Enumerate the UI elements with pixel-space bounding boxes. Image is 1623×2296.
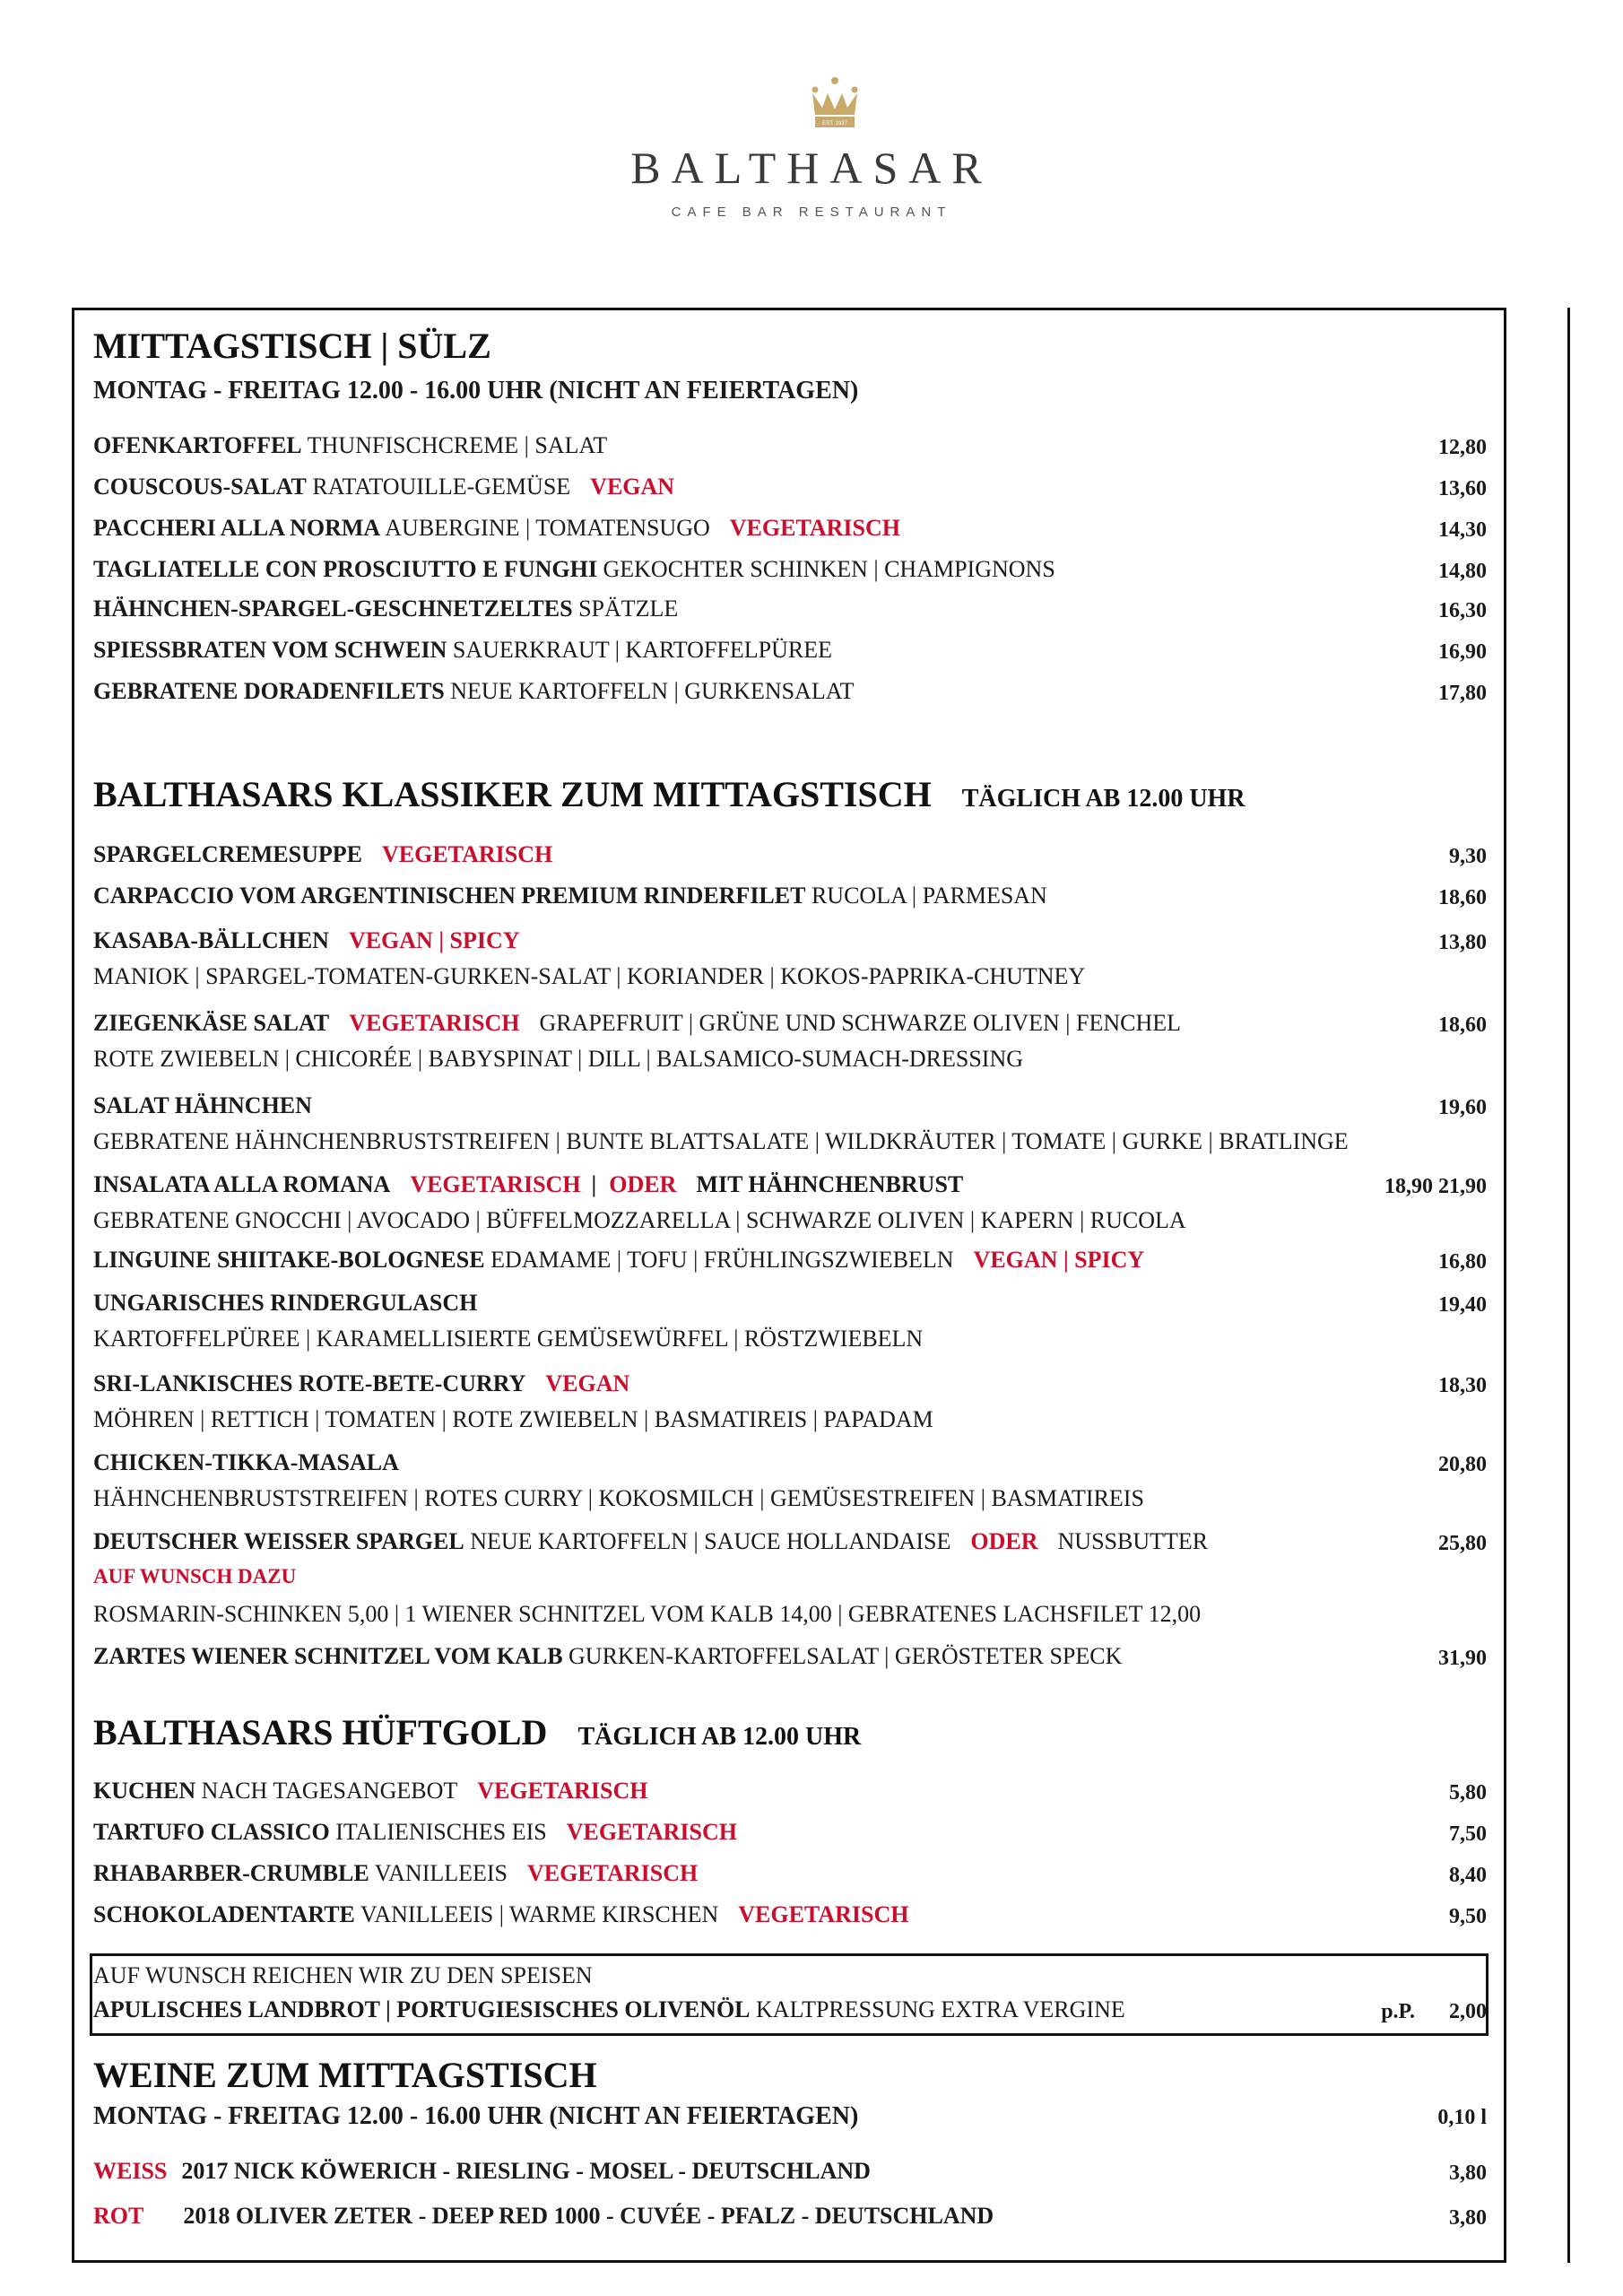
item-name: HÄHNCHEN-SPARGEL-GESCHNETZELTES [93, 596, 573, 622]
wine-price: 3,80 [1449, 2206, 1487, 2230]
wunsch-label: AUF WUNSCH DAZU [93, 1565, 297, 1587]
item-price: 18,60 [1438, 1013, 1487, 1037]
item-price: 5,80 [1449, 1781, 1487, 1805]
item-desc: RUCOLA | PARMESAN [811, 883, 1047, 909]
item-price: 16,30 [1438, 599, 1487, 622]
item-ingredients: GEBRATENE GNOCCHI | AVOCADO | BÜFFELMOZZARELLA | SCHWARZE OLIVEN | KAPERN | RUCOLA [93, 1207, 1186, 1233]
item-ingredients: MANIOK | SPARGEL-TOMATEN-GURKEN-SALAT | KORIANDER | KOKOS-PAPRIKA-CHUTNEY [93, 963, 1086, 989]
item-desc: NEUE KARTOFFELN | SAUCE HOLLANDAISE [470, 1528, 951, 1554]
item-desc: VANILLEEIS [374, 1860, 508, 1886]
diet-tag: VEGETARISCH [410, 1171, 581, 1197]
menu-item [93, 1370, 629, 1397]
menu-item [93, 1092, 312, 1119]
menu-item [93, 883, 1047, 909]
menu-item [93, 1010, 1181, 1037]
item-name: DEUTSCHER WEISSER SPARGEL [93, 1528, 464, 1554]
item-desc: AUBERGINE | TOMATENSUGO [385, 515, 710, 541]
brand-name: BALTHASAR [630, 143, 993, 193]
brand-tagline: CAFE BAR RESTAURANT [671, 204, 952, 220]
item-name: ZARTES WIENER SCHNITZEL VOM KALB [93, 1643, 563, 1669]
menu-item [93, 1171, 963, 1198]
item-desc: THUNFISCHCREME | SALAT [307, 432, 608, 458]
item-name: PACCHERI ALLA NORMA [93, 515, 381, 541]
svg-text:EST. 1937: EST. 1937 [822, 121, 847, 126]
item-ingredients: KARTOFFELPÜREE | KARAMELLISIERTE GEMÜSEWÜRFEL | RÖSTZWIEBELN [93, 1326, 924, 1352]
item-desc: ITALIENISCHES EIS [335, 1819, 547, 1845]
diet-tag: VEGETARISCH [527, 1860, 699, 1886]
note-line1: AUF WUNSCH REICHEN WIR ZU DEN SPEISEN [93, 1962, 593, 1988]
item-name: UNGARISCHES RINDERGULASCH [93, 1290, 478, 1316]
diet-tag: VEGAN | SPICY [973, 1247, 1145, 1273]
item-name: SPIESSBRATEN VOM SCHWEIN [93, 637, 447, 663]
item-price: 7,50 [1449, 1822, 1487, 1846]
item-extra: GRAPEFRUIT | GRÜNE UND SCHWARZE OLIVEN | FENCHEL [539, 1010, 1181, 1036]
section-hours: TÄGLICH AB 12.00 UHR [577, 1723, 862, 1751]
menu-item [93, 1819, 737, 1846]
wunsch-extras: ROSMARIN-SCHINKEN 5,00 | 1 WIENER SCHNITZEL VOM KALB 14,00 | GEBRATENES LACHSFILET 12,00 [93, 1601, 1202, 1627]
item-name: ZIEGENKÄSE SALAT [93, 1010, 330, 1036]
item-name: INSALATA ALLA ROMANA [93, 1171, 391, 1197]
separator: | [591, 1171, 597, 1197]
diet-tag: ODER [970, 1528, 1038, 1554]
wine-name: 2018 OLIVER ZETER - DEEP RED 1000 - CUVÉE - PFALZ - DEUTSCHLAND [183, 2203, 994, 2229]
item-price: 17,80 [1438, 682, 1487, 705]
item-price: 14,80 [1438, 560, 1487, 583]
menu-item [93, 515, 900, 542]
item-name: KUCHEN [93, 1778, 196, 1804]
menu-item [93, 596, 678, 622]
item-desc: SPÄTZLE [578, 596, 679, 622]
diet-tag: VEGETARISCH [382, 841, 553, 867]
item-name: KASABA-BÄLLCHEN [93, 927, 329, 953]
item-ingredients: ROTE ZWIEBELN | CHICORÉE | BABYSPINAT | DILL | BALSAMICO-SUMACH-DRESSING [93, 1046, 1024, 1072]
item-desc: VANILLEEIS | WARME KIRSCHEN [360, 1901, 719, 1927]
section-title-text: BALTHASARS KLASSIKER ZUM MITTAGSTISCH [93, 774, 932, 814]
item-price: 18,30 [1438, 1374, 1487, 1397]
item-price: 9,50 [1449, 1905, 1487, 1928]
note-unit: p.P. [1381, 2000, 1415, 2023]
section-subtitle-hours: MONTAG - FREITAG 12.00 - 16.00 UHR (NICHT AN FEIERTAGEN) [93, 2102, 859, 2130]
item-name: CARPACCIO VOM ARGENTINISCHEN PREMIUM RINDERFILET [93, 883, 806, 909]
menu-item [93, 637, 832, 664]
item-name: SRI-LANKISCHES ROTE-BETE-CURRY [93, 1370, 526, 1396]
menu-item [93, 678, 855, 705]
right-divider [1567, 308, 1570, 2263]
menu-item [93, 432, 607, 459]
item-extra: NUSSBUTTER [1057, 1528, 1209, 1554]
note-bold: APULISCHES LANDBROT | PORTUGIESISCHES OLIVENÖL [93, 1996, 751, 2022]
item-price: 8,40 [1449, 1864, 1487, 1887]
item-name: TARTUFO CLASSICO [93, 1819, 330, 1845]
item-name: COUSCOUS-SALAT [93, 474, 307, 500]
section-title-hueftgold [93, 1711, 861, 1753]
menu-item [93, 1290, 477, 1317]
item-price: 9,30 [1449, 845, 1487, 868]
item-price: 12,80 [1438, 436, 1487, 459]
note-price: 2,00 [1449, 2000, 1487, 2023]
note-line2 [93, 1996, 1125, 2023]
option-tag: ODER [609, 1171, 677, 1197]
wine-name: 2017 NICK KÖWERICH - RIESLING - MOSEL - DEUTSCHLAND [181, 2158, 871, 2184]
wine-unit: 0,10 l [1437, 2106, 1487, 2129]
item-extra: MIT HÄHNCHENBRUST [696, 1171, 964, 1197]
item-price: 16,80 [1438, 1250, 1487, 1274]
section-title-klassiker [93, 773, 1245, 815]
menu-item [93, 556, 1055, 583]
item-desc: RATATOUILLE-GEMÜSE [312, 474, 571, 500]
menu-item [93, 927, 520, 954]
menu-item [93, 1901, 908, 1928]
wine-item [93, 2158, 871, 2185]
item-name: CHICKEN-TIKKA-MASALA [93, 1449, 399, 1475]
item-ingredients: HÄHNCHENBRUSTSTREIFEN | ROTES CURRY | KOKOSMILCH | GEMÜSESTREIFEN | BASMATIREIS [93, 1485, 1144, 1511]
item-price: 13,60 [1438, 477, 1487, 500]
item-name: LINGUINE SHIITAKE-BOLOGNESE [93, 1247, 485, 1273]
diet-tag: VEGETARISCH [349, 1010, 520, 1036]
menu-item [93, 1643, 1122, 1670]
wine-color: WEISS [93, 2158, 168, 2184]
wine-color: ROT [93, 2203, 144, 2229]
menu-item [93, 1247, 1144, 1274]
item-desc: NEUE KARTOFFELN | GURKENSALAT [450, 678, 855, 704]
section-title-mittagstisch: MITTAGSTISCH | SÜLZ [93, 326, 491, 366]
diet-tag: VEGETARISCH [477, 1778, 648, 1804]
diet-tag: VEGAN [545, 1370, 630, 1396]
item-desc: GEKOCHTER SCHINKEN | CHAMPIGNONS [603, 556, 1055, 582]
item-price: 14,30 [1438, 518, 1487, 542]
item-price: 19,40 [1438, 1293, 1487, 1317]
item-price: 19,60 [1438, 1096, 1487, 1119]
menu-item [93, 1449, 399, 1476]
item-price: 20,80 [1438, 1453, 1487, 1476]
section-subtitle-hours: MONTAG - FREITAG 12.00 - 16.00 UHR (NICHT AN FEIERTAGEN) [93, 377, 859, 404]
menu-item [93, 1860, 698, 1887]
menu-item [93, 1528, 1208, 1555]
menu-item [93, 1778, 647, 1805]
item-name: TAGLIATELLE CON PROSCIUTTO E FUNGHI [93, 556, 597, 582]
section-hours: TÄGLICH AB 12.00 UHR [961, 785, 1245, 813]
item-price: 31,90 [1438, 1647, 1487, 1670]
item-name: SALAT HÄHNCHEN [93, 1092, 312, 1118]
note-rest: KALTPRESSUNG EXTRA VERGINE [756, 1996, 1125, 2022]
item-price: 13,80 [1438, 931, 1487, 954]
item-desc: SAUERKRAUT | KARTOFFELPÜREE [452, 637, 832, 663]
section-title-text: BALTHASARS HÜFTGOLD [93, 1712, 548, 1752]
menu-item [93, 474, 674, 500]
item-name: SPARGELCREMESUPPE [93, 841, 362, 867]
diet-tag: VEGAN | SPICY [348, 927, 520, 953]
diet-tag: VEGETARISCH [566, 1819, 737, 1845]
diet-tag: VEGETARISCH [729, 515, 900, 541]
item-desc: GURKEN-KARTOFFELSALAT | GERÖSTETER SPECK [568, 1643, 1123, 1669]
item-price: 18,90 21,90 [1384, 1175, 1487, 1198]
item-ingredients: GEBRATENE HÄHNCHENBRUSTSTREIFEN | BUNTE BLATTSALATE | WILDKRÄUTER | TOMATE | GURKE | BRATLINGE [93, 1128, 1349, 1154]
item-name: RHABARBER-CRUMBLE [93, 1860, 369, 1886]
item-desc: EDAMAME | TOFU | FRÜHLINGSZWIEBELN [490, 1247, 954, 1273]
wine-price: 3,80 [1449, 2161, 1487, 2185]
item-ingredients: MÖHREN | RETTICH | TOMATEN | ROTE ZWIEBELN | BASMATIREIS | PAPADAM [93, 1406, 933, 1432]
menu-item [93, 841, 552, 868]
item-price: 18,60 [1438, 886, 1487, 909]
wine-item [93, 2203, 994, 2230]
item-name: OFENKARTOFFEL [93, 432, 302, 458]
item-name: GEBRATENE DORADENFILETS [93, 678, 445, 704]
item-name: SCHOKOLADENTARTE [93, 1901, 355, 1927]
item-desc: NACH TAGESANGEBOT [201, 1778, 458, 1804]
item-price: 16,90 [1438, 640, 1487, 664]
diet-tag: VEGETARISCH [738, 1901, 909, 1927]
section-title-weine: WEINE ZUM MITTAGSTISCH [93, 2055, 597, 2095]
crown-logo-icon [810, 75, 860, 131]
diet-tag: VEGAN [590, 474, 675, 500]
item-price: 25,80 [1438, 1532, 1487, 1555]
